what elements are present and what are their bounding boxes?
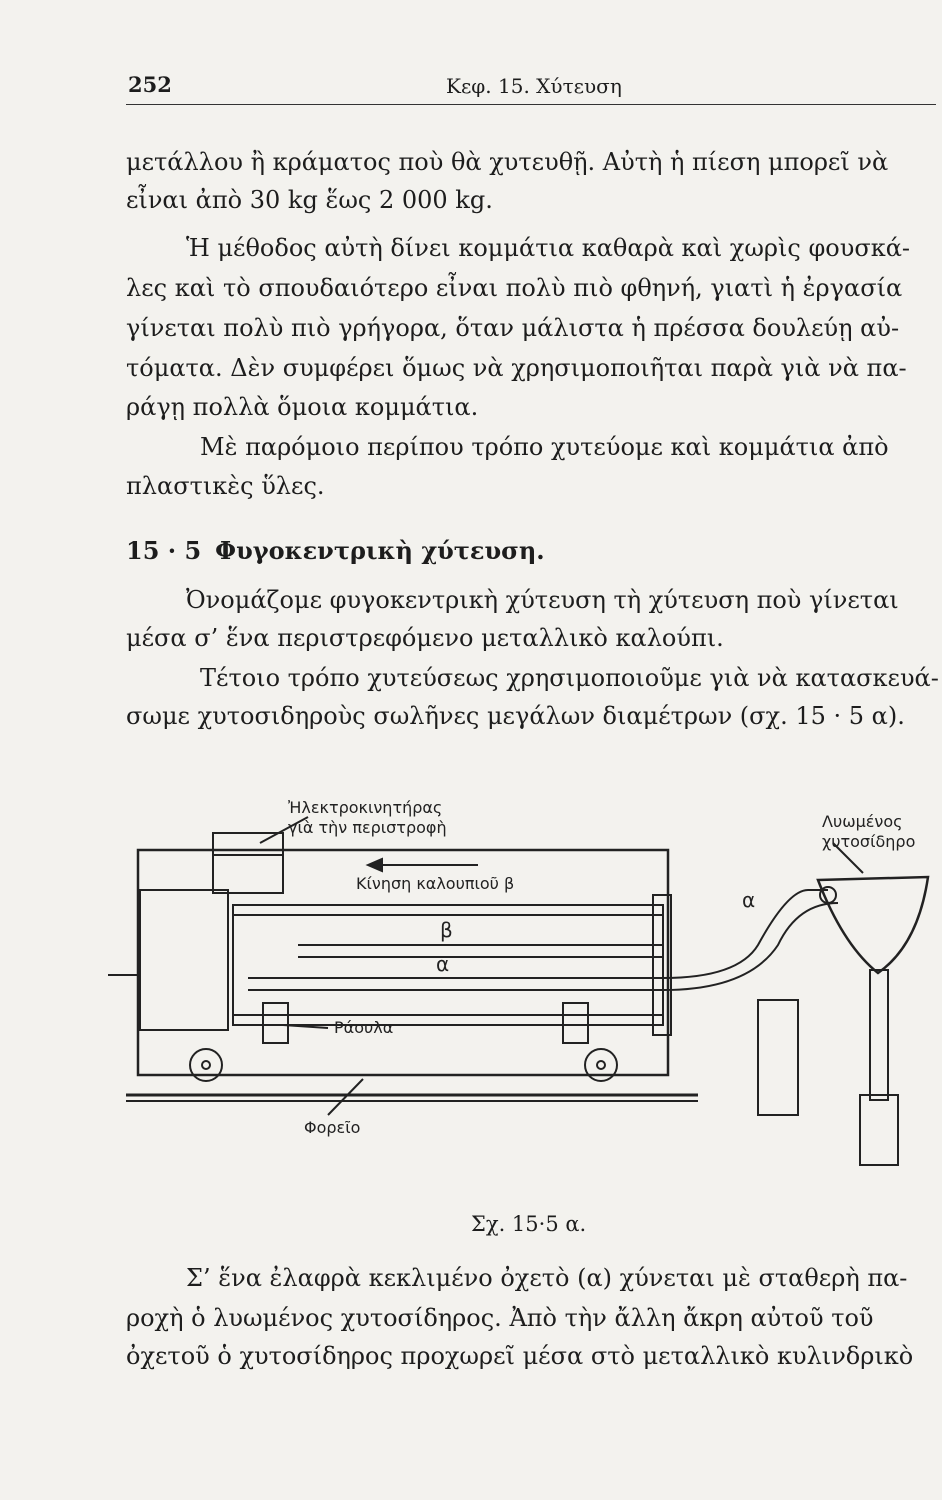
header-rule (126, 104, 936, 105)
text-line: λες καὶ τὸ σπουδαιότερο εἶναι πολὺ πιὸ φθηνή, γιατὶ ἡ ἐργασία (126, 274, 903, 302)
trough-a-label: α (742, 888, 756, 912)
text-line: τόματα. Δὲν συμφέρει ὅμως νὰ χρησιμοποιῆται παρὰ γιὰ νὰ πα- (126, 354, 907, 382)
mold-b-label: β (440, 918, 453, 942)
section-title: Φυγοκεντρικὴ χύτευση. (215, 536, 545, 565)
trough-top (248, 890, 828, 978)
text-line: εἶναι ἀπὸ 30 kg ἕως 2 000 kg. (126, 186, 493, 214)
rollers-label: Ράουλα (334, 1018, 394, 1037)
text-line: Ἡ μέθοδος αὐτὴ δίνει κομμάτια καθαρὰ καὶ χωρὶς φουσκά- (186, 234, 911, 262)
trough-support (758, 1000, 798, 1115)
ladle-support (870, 970, 888, 1100)
text-line: ὀχετοῦ ὁ χυτοσίδηρος προχωρεῖ μέσα στὸ μεταλλικὸ κυλινδρικὸ (126, 1342, 914, 1370)
roller (563, 1003, 588, 1043)
ladle-support-base (860, 1095, 898, 1165)
text-line: μετάλλου ἢ κράματος ποὺ θὰ χυτευθῇ. Αὐτὴ ἡ πίεση μπορεῖ νὰ (126, 148, 889, 176)
text-line: Τέτοιο τρόπο χυτεύσεως χρησιμοποιοῦμε γιὰ νὰ κατασκευά- (200, 664, 939, 692)
text-line: πλαστικὲς ὕλες. (126, 472, 325, 500)
wheel-hub (202, 1061, 210, 1069)
left-housing (140, 890, 228, 1030)
mold-motion-label: Κίνηση καλουπιοῦ β (356, 874, 515, 893)
motion-arrowhead (368, 859, 382, 871)
figure-caption: Σχ. 15·5 α. (471, 1212, 587, 1236)
text-line: ράγῃ πολλὰ ὅμοια κομμάτια. (126, 393, 479, 421)
motor-label-1: Ἠλεκτροκινητήρας (288, 798, 443, 817)
running-head: Κεφ. 15. Χύτευση (446, 74, 622, 98)
motor-box (213, 833, 283, 893)
text-line: Μὲ παρόμοιο περίπου τρόπο χυτεύομε καὶ κομμάτια ἀπὸ (200, 433, 889, 461)
text-line: μέσα σ’ ἕνα περιστρεφόμενο μεταλλικὸ καλούπι. (126, 624, 724, 652)
wheel-hub (597, 1061, 605, 1069)
centrifugal-casting-figure (98, 795, 940, 1195)
text-line: ροχὴ ὁ λυωμένος χυτοσίδηρος. Ἀπὸ τὴν ἄλλη ἄκρη αὐτοῦ τοῦ (126, 1304, 874, 1332)
pipe-a-label: α (436, 952, 450, 976)
trough-bottom (248, 903, 838, 990)
text-line: Σ’ ἕνα ἐλαφρὰ κεκλιμένο ὀχετὸ (α) χύνεται μὲ σταθερὴ πα- (186, 1264, 908, 1292)
motor-label-2: γιὰ τὴν περιστροφὴ (288, 818, 447, 837)
carriage-leader (328, 1079, 363, 1115)
text-line: Ὀνομάζομε φυγοκεντρικὴ χύτευση τὴ χύτευση ποὺ γίνεται (186, 586, 899, 614)
molten-label-2: χυτοσίδηρο (822, 832, 916, 851)
text-line: σωμε χυτοσιδηροὺς σωλῆνες μεγάλων διαμέτρων (σχ. 15 · 5 α). (126, 702, 905, 730)
roller (263, 1003, 288, 1043)
section-heading (126, 536, 545, 565)
molten-label-1: Λυωμένος (822, 812, 903, 831)
page-number: 252 (128, 72, 172, 97)
text-line: γίνεται πολὺ πιὸ γρήγορα, ὅταν μάλιστα ἡ πρέσσα δουλεύῃ αὐ- (126, 314, 900, 342)
carriage-label: Φορεῖο (304, 1118, 361, 1137)
section-number: 15 · 5 (126, 536, 202, 565)
